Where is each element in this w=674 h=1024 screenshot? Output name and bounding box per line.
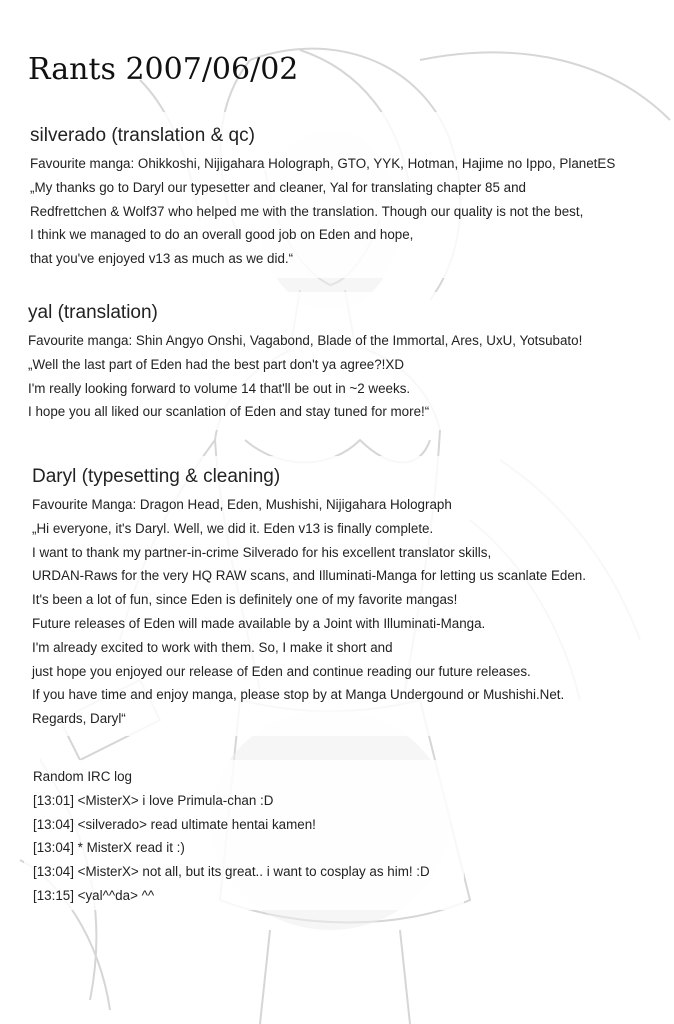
section-line: Favourite manga: Ohikkoshi, Nijigahara Holograph, GTO, YYK, Hotman, Hajime no Ippo, PlanetES (30, 156, 616, 171)
section-line: I want to thank my partner-in-crime Silverado for his excellent translator skills, (32, 544, 492, 560)
section-line: „Well the last part of Eden had the best part don't ya agree?!XD (28, 356, 404, 372)
section-irc-log (33, 765, 430, 908)
section-line: If you have time and enjoy manga, please stop by at Manga Undergound or Mushishi.Net. (32, 687, 565, 703)
section-line: I'm already excited to work with them. So, I make it short and (32, 639, 393, 655)
section-line: Regards, Daryl“ (32, 711, 126, 727)
page-title: Rants 2007/06/02 (28, 52, 299, 87)
irc-line: [13:01] <MisterX> i love Primula-chan :D (33, 792, 274, 808)
section-line: Future releases of Eden will made available by a Joint with Illuminati-Manga. (32, 615, 486, 631)
irc-line: [13:04] <MisterX> not all, but its great.. i want to cosplay as him! :D (33, 864, 430, 880)
irc-line: [13:04] <silverado> read ultimate hentai kamen! (33, 816, 316, 832)
section-silverado (30, 124, 615, 271)
section-line: Favourite Manga: Dragon Head, Eden, Mushishi, Nijigahara Holograph (32, 497, 452, 512)
section-line: I'm really looking forward to volume 14 that'll be out in ~2 weeks. (28, 380, 411, 396)
section-line: It's been a lot of fun, since Eden is definitely one of my favorite mangas! (32, 592, 458, 608)
section-line: Redfrettchen & Wolf37 who helped me with the translation. Though our quality is not the best, (30, 203, 584, 219)
section-line: URDAN-Raws for the very HQ RAW scans, and Illuminati-Manga for letting us scanlate Eden. (32, 568, 586, 584)
section-line: Favourite manga: Shin Angyo Onshi, Vagabond, Blade of the Immortal, Ares, UxU, Yotsubato! (28, 333, 583, 348)
irc-heading: Random IRC log (33, 769, 132, 784)
irc-line: [13:04] * MisterX read it :) (33, 840, 185, 856)
section-line: „My thanks go to Daryl our typesetter and cleaner, Yal for translating chapter 85 and (30, 179, 526, 195)
section-heading: Daryl (typesetting & cleaning) (32, 466, 281, 487)
section-heading: silverado (translation & qc) (30, 125, 255, 146)
section-line: just hope you enjoyed our release of Eden and continue reading our future releases. (32, 663, 531, 679)
section-yal (28, 301, 582, 424)
section-heading: yal (translation) (28, 302, 158, 323)
section-line: I hope you all liked our scanlation of Eden and stay tuned for more!“ (28, 404, 430, 420)
irc-line: [13:15] <yal^^da> ^^ (33, 887, 155, 903)
section-line: that you've enjoyed v13 as much as we did.“ (30, 251, 294, 267)
section-line: „Hi everyone, it's Daryl. Well, we did it. Eden v13 is finally complete. (32, 520, 434, 536)
section-line: I think we managed to do an overall good job on Eden and hope, (30, 227, 414, 243)
section-daryl (32, 465, 586, 731)
